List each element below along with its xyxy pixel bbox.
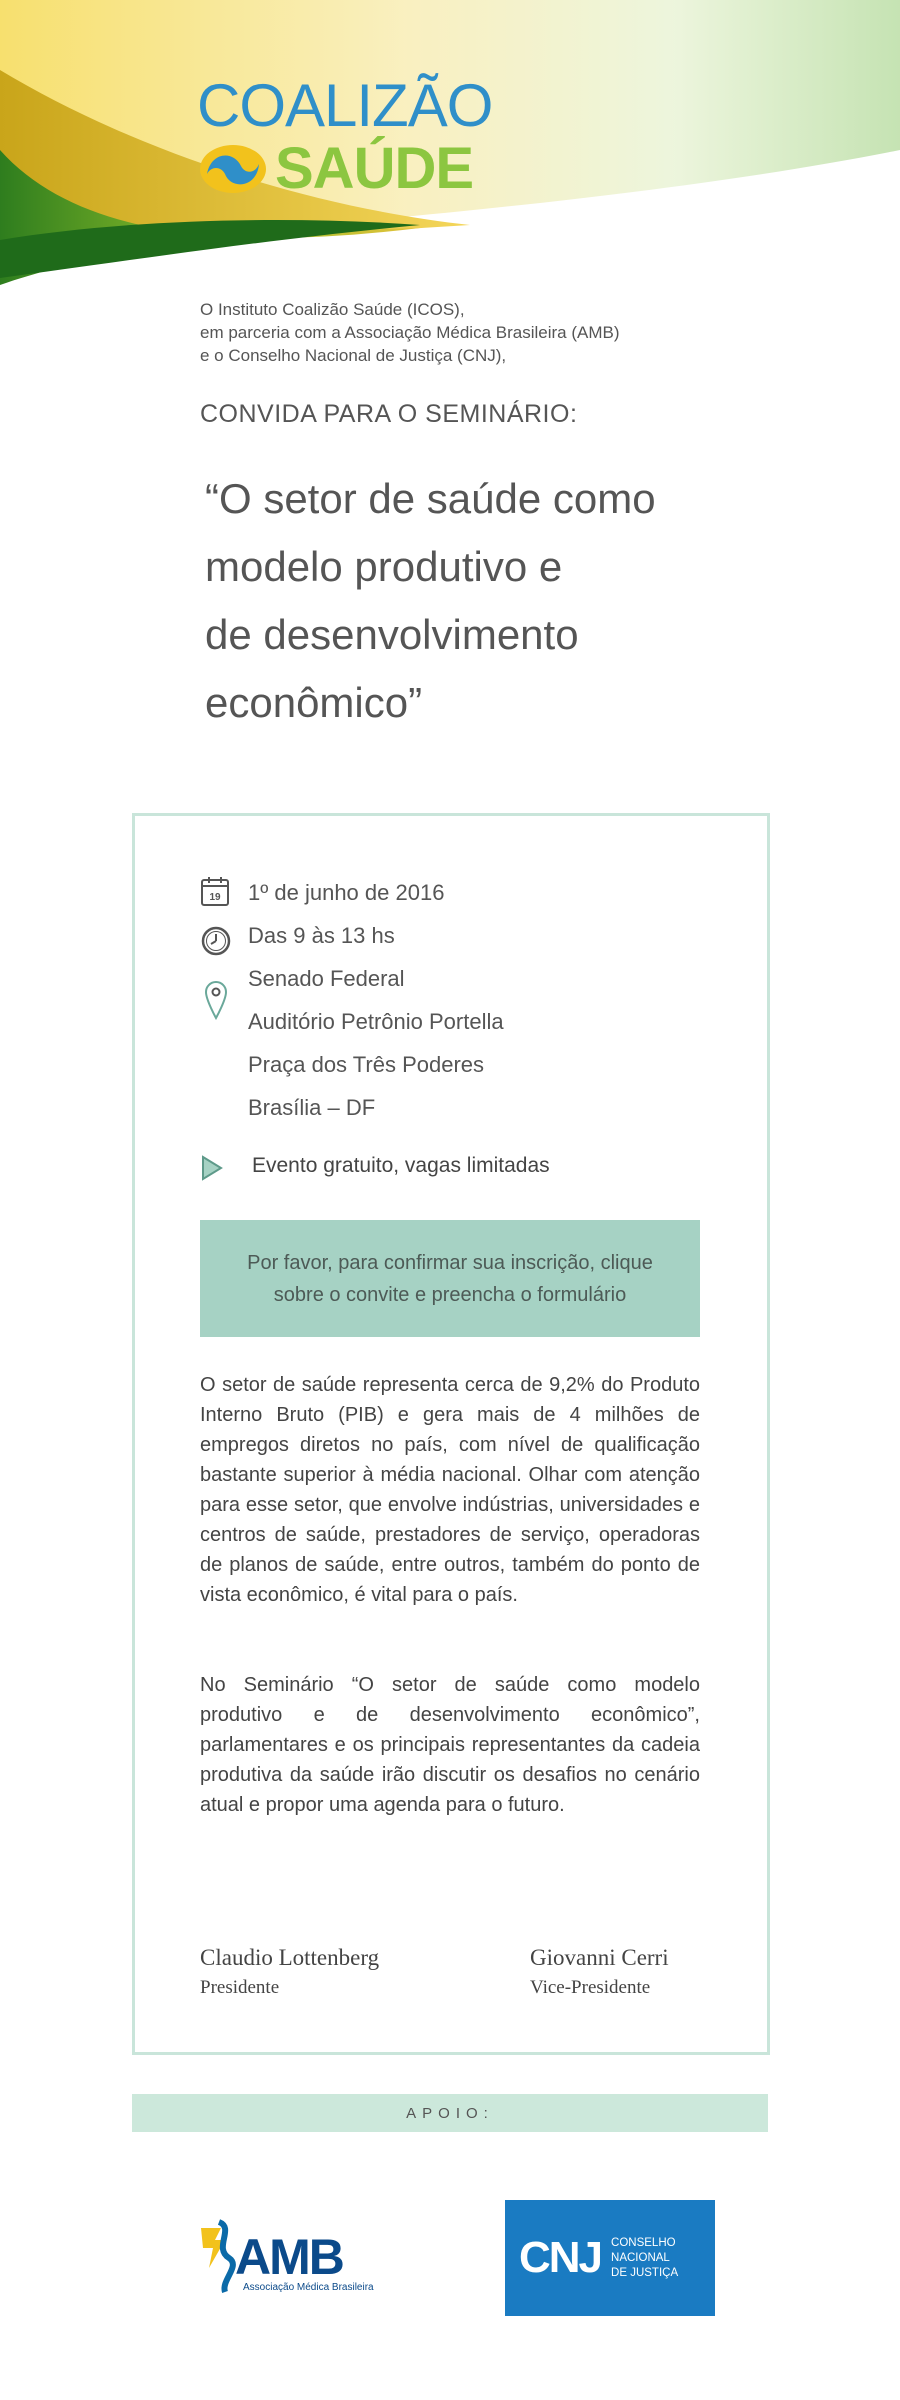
intro-line: em parceria com a Associação Médica Brasileira (AMB) xyxy=(200,323,620,342)
body-paragraph: No Seminário “O setor de saúde como modelo produtivo e de desenvolvimento econômico”, parlamentares e os principais representantes da cadeia produtiva da saúde irão discutir os desafios no cenário atual e propor uma agenda para o futuro. xyxy=(200,1674,700,1816)
amb-subtitle: Associação Médica Brasileira xyxy=(243,2282,374,2293)
venue-line: Auditório Petrônio Portella xyxy=(248,1009,504,1034)
cnj-name xyxy=(611,2236,678,2281)
logo-wordmark-coalizao: COALIZÃO xyxy=(197,72,493,139)
title-line: econômico” xyxy=(205,679,423,726)
map-pin-icon xyxy=(204,980,228,1020)
seminar-title xyxy=(205,465,765,737)
amb-logo xyxy=(195,2218,395,2298)
cnj-name-line: DE JUSTIÇA xyxy=(611,2266,679,2279)
rsvp-button[interactable] xyxy=(200,1220,700,1337)
calendar-day: 19 xyxy=(209,892,221,903)
venue-line: Brasília – DF xyxy=(248,1095,376,1120)
venue-line: Senado Federal xyxy=(248,966,405,991)
event-date: 1º de junho de 2016 xyxy=(248,880,445,905)
cnj-name-line: CONSELHO xyxy=(611,2236,676,2249)
play-arrow-icon xyxy=(200,1154,224,1182)
event-time: Das 9 às 13 hs xyxy=(248,923,395,948)
clock-icon xyxy=(200,925,232,957)
invitation-heading: CONVIDA PARA O SEMINÁRIO: xyxy=(200,400,578,428)
title-line: de desenvolvimento xyxy=(205,611,579,658)
intro-line: e o Conselho Nacional de Justiça (CNJ), xyxy=(200,346,507,365)
cnj-name-line: NACIONAL xyxy=(611,2251,670,2264)
cnj-wordmark: CNJ xyxy=(519,2233,602,2282)
venue-line: Praça dos Três Poderes xyxy=(248,1052,485,1077)
signature-role: Presidente xyxy=(200,1977,280,1998)
logo-swirl-icon xyxy=(197,142,269,196)
intro-text xyxy=(200,298,619,367)
coalizao-saude-logo xyxy=(197,72,493,201)
signature-role: Vice-Presidente xyxy=(530,1977,651,1998)
intro-line: O Instituto Coalizão Saúde (ICOS), xyxy=(200,300,465,319)
support-banner xyxy=(132,2094,768,2132)
support-label: APOIO: xyxy=(406,2104,494,2122)
signature-name: Claudio Lottenberg xyxy=(200,1945,380,1970)
amb-wordmark: AMB xyxy=(235,2229,343,2285)
body-paragraph: O setor de saúde representa cerca de 9,2% do Produto Interno Bruto (PIB) e gera mais de 4 milhões de empregos diretos no país, com nível de qualificação bastante superior à média nacional. Olhar com atenção para esse setor, que envolve indústrias, universidades e centros de saúde, prestadores de serviço, operadoras de planos de saúde, entre outros, também do ponto de vista econômico, é vital para o país. xyxy=(200,1374,700,1606)
free-event-notice: Evento gratuito, vagas limitadas xyxy=(252,1154,550,1177)
title-line: modelo produtivo e xyxy=(205,543,563,590)
logo-wordmark-saude: SAÚDE xyxy=(275,136,474,201)
calendar-icon xyxy=(200,875,230,907)
signature-name: Giovanni Cerri xyxy=(530,1945,669,1970)
cnj-logo xyxy=(505,2200,715,2316)
title-line: “O setor de saúde como xyxy=(205,475,656,522)
rsvp-label: Por favor, para confirmar sua inscrição, clique sobre o convite e preencha o formulário xyxy=(247,1251,653,1306)
